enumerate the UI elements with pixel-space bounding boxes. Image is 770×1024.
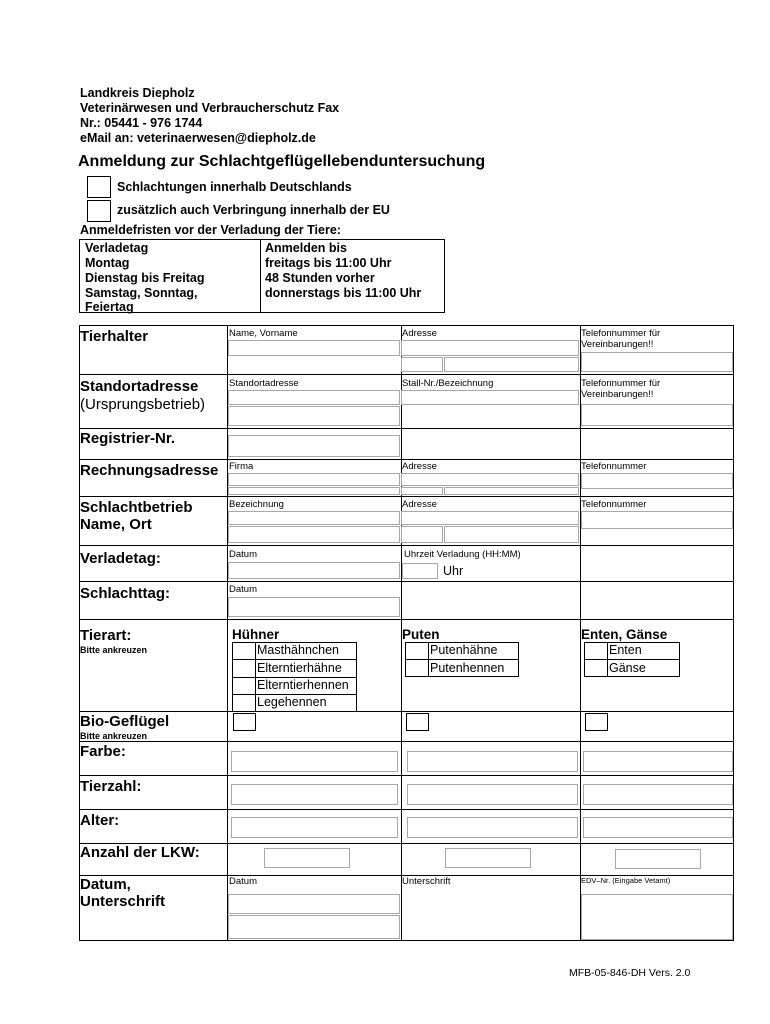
schlachtbetrieb-sublabel: Name, Ort [80,516,152,533]
office-department: Veterinärwesen und Verbraucherschutz Fax [80,101,340,115]
signature-sublabel: Unterschrift [80,893,166,910]
office-name: Landkreis Diepholz [80,86,195,100]
schlachtbetrieb-phone-label: Telefonnummer [581,499,647,510]
tierhalter-address-label: Adresse [402,328,437,339]
page-title: Anmeldung zur Schlachtgeflügellebenduntersuchung [78,153,486,170]
tierhalter-label: Tierhalter [80,328,149,345]
standort-address-label: Standortadresse [229,378,299,389]
option-legehennen: Legehennen [257,695,327,709]
standort-phone-label: Telefonnummer für Vereinbarungen!! [581,378,661,400]
lkw-puten-field[interactable] [445,848,531,868]
rechnung-street-field[interactable] [401,473,579,486]
alter-enten-field[interactable] [583,817,733,838]
deadline-heading: Anmeldefristen vor der Verladung der Tiere: [80,223,341,237]
standort-stall-field[interactable] [401,390,579,405]
tierhalter-city-field[interactable] [444,357,579,372]
rechnung-city-field[interactable] [444,487,579,495]
option-eu-label: zusätzlich auch Verbringung innerhalb der EU [117,203,390,217]
option-elterntierhaehne: Elterntierhähne [257,661,342,675]
tierart-label: Tierart: [80,627,132,644]
tierhalter-name-field[interactable] [228,340,400,356]
checkbox-elterntierhaehne[interactable] [233,660,255,676]
schlachtbetrieb-street-field[interactable] [401,511,579,525]
checkbox-elterntierhennen[interactable] [233,678,255,694]
option-germany-label: Schlachtungen innerhalb Deutschlands [117,180,352,194]
registrier-field[interactable] [228,435,400,457]
rechnung-firm-label: Firma [229,461,254,472]
checkbox-enten[interactable] [585,643,607,659]
standort-stall-label: Stall-Nr./Bezeichnung [402,378,494,389]
deadline-day: Samstag, Sonntag, [85,286,198,300]
alter-huehner-field[interactable] [231,817,398,838]
form-version: MFB-05-846-DH Vers. 2.0 [569,967,691,979]
edv-field[interactable] [581,894,733,940]
deadline-col2-header: Anmelden bis [265,241,347,255]
standort-city-field[interactable] [228,406,400,426]
tierzahl-huehner-field[interactable] [231,784,398,805]
checkbox-legehennen[interactable] [233,695,255,711]
alter-puten-field[interactable] [407,817,578,838]
alter-label: Alter: [80,812,120,829]
verladetag-time-field[interactable] [402,563,438,579]
group-huehner: Hühner [232,627,280,642]
standort-sublabel: (Ursprungsbetrieb) [80,396,206,413]
schlachttag-label: Schlachttag: [80,585,171,602]
schlachttag-date-label: Datum [229,584,257,595]
deadline-day: Montag [85,256,130,270]
farbe-label: Farbe: [80,743,126,760]
tierart-hint: Bitte ankreuzen [80,645,148,655]
tierhalter-phone-label: Telefonnummer für Vereinbarungen!! [581,328,661,350]
rechnung-phone-label: Telefonnummer [581,461,647,472]
farbe-puten-field[interactable] [407,751,578,772]
standort-street-field[interactable] [228,390,400,405]
signature-date-label: Datum [229,876,257,887]
checkbox-bio-enten[interactable] [585,713,608,731]
verladetag-unit: Uhr [443,564,464,578]
office-email: eMail an: veterinaerwesen@diepholz.de [80,131,316,145]
option-enten: Enten [609,643,642,657]
signature-date-field[interactable] [228,894,400,914]
bio-hint: Bitte ankreuzen [80,731,148,741]
farbe-huehner-field[interactable] [231,751,398,772]
schlachtbetrieb-zip-field[interactable] [401,526,443,543]
verladetag-time-label: Uhrzeit Verladung (HH:MM) [404,549,521,560]
office-fax: Nr.: 05441 - 976 1744 [80,116,203,130]
signature-label: Datum, [80,876,131,893]
rechnung-phone-field[interactable] [581,473,733,489]
lkw-enten-field[interactable] [615,849,701,869]
rechnung-label: Rechnungsadresse [80,462,219,479]
deadline-time: donnerstags bis 11:00 Uhr [265,286,422,300]
deadline-table [79,239,445,313]
checkbox-putenhennen[interactable] [406,660,428,676]
tierhalter-name-label: Name, Vorname [229,328,298,339]
deadline-col1-header: Verladetag [85,241,149,255]
farbe-enten-field[interactable] [583,751,733,772]
tierhalter-street-field[interactable] [401,340,579,356]
standort-label: Standortadresse [80,378,199,395]
schlachtbetrieb-town-field[interactable] [444,526,579,543]
lkw-label: Anzahl der LKW: [80,844,200,861]
verladetag-date-field[interactable] [228,562,400,579]
tierzahl-puten-field[interactable] [407,784,578,805]
checkbox-bio-puten[interactable] [406,713,429,731]
signature-date-field-2[interactable] [228,915,400,939]
rechnung-address-label: Adresse [402,461,437,472]
checkbox-masthaehnchen[interactable] [233,643,255,659]
tierzahl-label: Tierzahl: [80,778,142,795]
tierhalter-zip-field[interactable] [401,357,443,372]
tierhalter-phone-field[interactable] [581,352,733,372]
checkbox-putenhaehne[interactable] [406,643,428,659]
bio-label: Bio-Geflügel [80,713,170,730]
rechnung-firm-field[interactable] [228,473,400,486]
schlachtbetrieb-address-label: Adresse [402,499,437,510]
option-putenhaehne: Putenhähne [430,643,498,657]
option-gaense: Gänse [609,661,646,675]
option-elterntierhennen: Elterntierhennen [257,678,349,692]
signature-edv-label: EDV–Nr. (Eingabe Vetamt) [581,876,671,885]
checkbox-germany[interactable] [87,176,111,198]
checkbox-gaense[interactable] [585,660,607,676]
schlachttag-date-field[interactable] [228,597,400,617]
option-putenhennen: Putenhennen [430,661,505,675]
deadline-time: 48 Stunden vorher [265,271,375,285]
signature-sig-label: Unterschrift [402,876,451,887]
schlachtbetrieb-label: Schlachtbetrieb [80,499,193,516]
rechnung-zip-field[interactable] [401,487,443,495]
group-enten-gaense: Enten, Gänse [581,627,668,642]
verladetag-label: Verladetag: [80,550,161,567]
schlachtbetrieb-name-field[interactable] [228,511,400,525]
schlachtbetrieb-phone-field[interactable] [581,511,733,529]
tierzahl-enten-field[interactable] [583,784,733,805]
checkbox-bio-huehner[interactable] [233,713,256,731]
verladetag-date-label: Datum [229,549,257,560]
schlachtbetrieb-name-label: Bezeichnung [229,499,284,510]
lkw-huehner-field[interactable] [264,848,350,868]
deadline-day-cont: Feiertag [85,300,134,314]
registrier-label: Registrier-Nr. [80,430,176,447]
group-puten: Puten [402,627,440,642]
option-masthaehnchen: Masthähnchen [257,643,340,657]
checkbox-eu[interactable] [87,200,111,222]
deadline-day: Dienstag bis Freitag [85,271,205,285]
standort-phone-field[interactable] [581,404,733,426]
rechnung-firm-field-2[interactable] [228,487,400,495]
deadline-time: freitags bis 11:00 Uhr [265,256,392,270]
schlachtbetrieb-city-field[interactable] [228,526,400,543]
